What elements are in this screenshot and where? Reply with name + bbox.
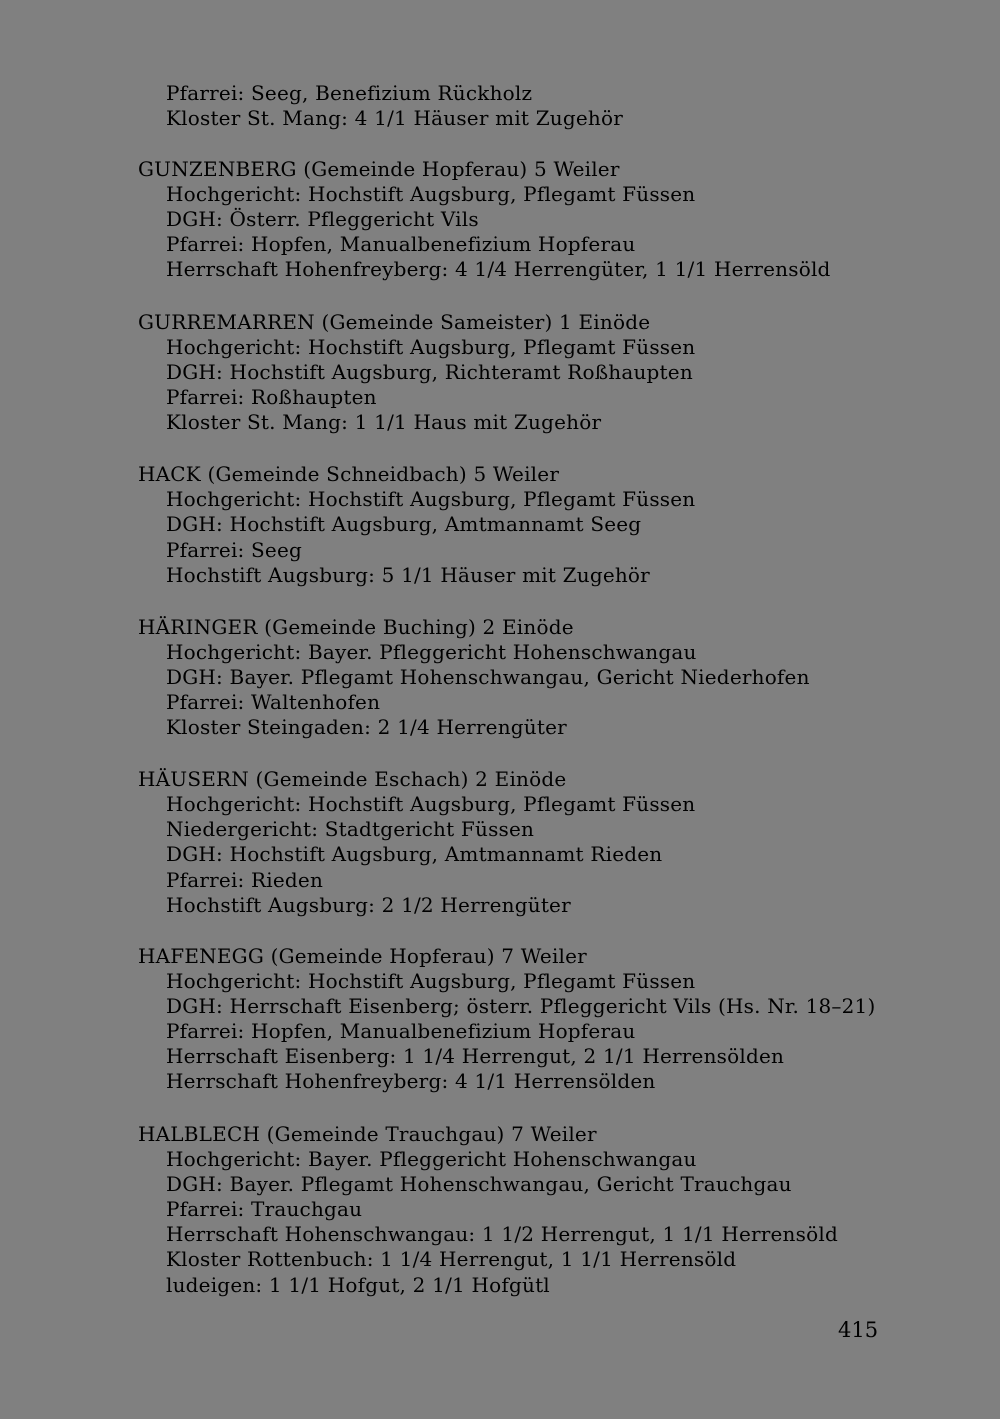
entry-line: DGH: Bayer. Pflegamt Hohenschwangau, Gericht Trauchgau — [166, 1172, 792, 1196]
entry-line: Hochstift Augsburg: 5 1/1 Häuser mit Zugehör — [166, 563, 650, 587]
place-heading: HALBLECH (Gemeinde Trauchgau) 7 Weiler — [138, 1122, 597, 1146]
entry-line: Pfarrei: Seeg, Benefizium Rückholz — [166, 81, 533, 105]
entry-line: Kloster St. Mang: 4 1/1 Häuser mit Zugehör — [166, 106, 624, 130]
place-heading: HAFENEGG (Gemeinde Hopferau) 7 Weiler — [138, 944, 587, 968]
place-heading: HÄRINGER (Gemeinde Buching) 2 Einöde — [138, 615, 574, 639]
entry-line: Kloster Rottenbuch: 1 1/4 Herrengut, 1 1/1 Herrensöld — [166, 1247, 737, 1271]
entry-line: Pfarrei: Waltenhofen — [166, 690, 381, 714]
entry-line: Pfarrei: Roßhaupten — [166, 385, 377, 409]
entry-line: DGH: Hochstift Augsburg, Richteramt Roßhaupten — [166, 360, 693, 384]
entry-line: DGH: Hochstift Augsburg, Amtmannamt Rieden — [166, 842, 663, 866]
entry-line: Niedergericht: Stadtgericht Füssen — [166, 817, 535, 841]
entry-line: Pfarrei: Seeg — [166, 538, 303, 562]
entry-line: Herrschaft Eisenberg: 1 1/4 Herrengut, 2 1/1 Herrensölden — [166, 1044, 785, 1068]
entry-line: Hochgericht: Hochstift Augsburg, Pflegamt Füssen — [166, 969, 696, 993]
entry-line: Pfarrei: Rieden — [166, 868, 324, 892]
entry-line: Hochgericht: Hochstift Augsburg, Pflegamt Füssen — [166, 487, 696, 511]
entry-line: DGH: Herrschaft Eisenberg; österr. Pfleggericht Vils (Hs. Nr. 18–21) — [166, 994, 876, 1018]
entry-line: Hochgericht: Bayer. Pfleggericht Hohenschwangau — [166, 640, 697, 664]
entry-line: DGH: Bayer. Pflegamt Hohenschwangau, Gericht Niederhofen — [166, 665, 810, 689]
entry-line: Herrschaft Hohenfreyberg: 4 1/1 Herrensölden — [166, 1069, 656, 1093]
place-heading: HACK (Gemeinde Schneidbach) 5 Weiler — [138, 462, 560, 486]
entry-line: Kloster St. Mang: 1 1/1 Haus mit Zugehör — [166, 410, 602, 434]
page-number: 415 — [838, 1318, 879, 1342]
place-heading: GURREMARREN (Gemeinde Sameister) 1 Einöde — [138, 310, 651, 334]
entry-line: Herrschaft Hohenschwangau: 1 1/2 Herrengut, 1 1/1 Herrensöld — [166, 1222, 838, 1246]
entry-line: Hochgericht: Hochstift Augsburg, Pflegamt Füssen — [166, 182, 696, 206]
entry-line: ludeigen: 1 1/1 Hofgut, 2 1/1 Hofgütl — [166, 1273, 550, 1297]
entry-line: Kloster Steingaden: 2 1/4 Herrengüter — [166, 715, 567, 739]
entry-line: DGH: Hochstift Augsburg, Amtmannamt Seeg — [166, 512, 642, 536]
entry-line: Herrschaft Hohenfreyberg: 4 1/4 Herrengüter, 1 1/1 Herrensöld — [166, 257, 831, 281]
entry-line: Hochstift Augsburg: 2 1/2 Herrengüter — [166, 893, 571, 917]
entry-line: Hochgericht: Hochstift Augsburg, Pflegamt Füssen — [166, 335, 696, 359]
entry-line: Pfarrei: Hopfen, Manualbenefizium Hopferau — [166, 232, 636, 256]
entry-line: Pfarrei: Trauchgau — [166, 1197, 363, 1221]
place-heading: HÄUSERN (Gemeinde Eschach) 2 Einöde — [138, 767, 567, 791]
entry-line: Hochgericht: Bayer. Pfleggericht Hohenschwangau — [166, 1147, 697, 1171]
entry-line: DGH: Österr. Pfleggericht Vils — [166, 207, 479, 231]
entry-line: Pfarrei: Hopfen, Manualbenefizium Hopferau — [166, 1019, 636, 1043]
place-heading: GUNZENBERG (Gemeinde Hopferau) 5 Weiler — [138, 157, 620, 181]
entry-line: Hochgericht: Hochstift Augsburg, Pflegamt Füssen — [166, 792, 696, 816]
